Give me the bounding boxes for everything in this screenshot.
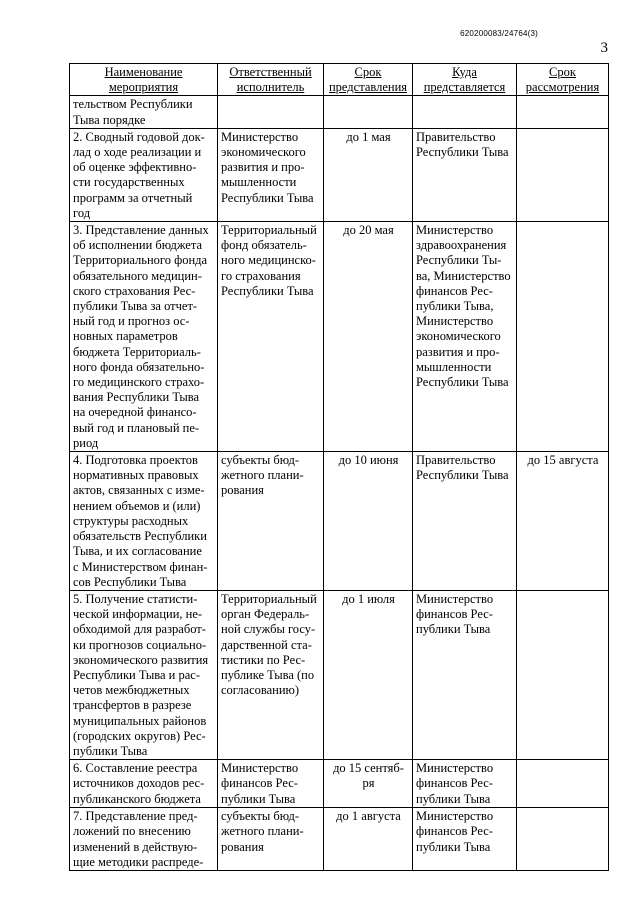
cell-destination: Министерство финансов Рес- публики Тыва: [413, 808, 517, 871]
cell-name: 4. Подготовка проектов нормативных правовых актов, связанных с изме- нением объемов и (или) структуры расходных обязательств Республики Тыва, и их согласование с Министерством финан- сов Республики Тыва: [70, 452, 218, 591]
table-row: [70, 590, 609, 759]
cell-review: [517, 590, 609, 759]
cell-executor: субъекты бюд- жетного плани- рования: [218, 808, 324, 871]
cell-executor: Территориальный фонд обязатель- ного медицинско- го страхования Республики Тыва: [218, 222, 324, 452]
table-row: [70, 760, 609, 808]
cell-executor: Министерство финансов Рес- публики Тыва: [218, 760, 324, 808]
cell-review: [517, 222, 609, 452]
cell-name: 2. Сводный годовой док- лад о ходе реализации и об оценке эффективно- сти государственных программ за отчетный год: [70, 128, 218, 221]
cell-destination: Правительство Республики Тыва: [413, 128, 517, 221]
cell-review: [517, 760, 609, 808]
document-id: 620200083/24764(3): [460, 29, 538, 38]
table-row: [70, 452, 609, 591]
table-row: [70, 808, 609, 871]
cell-name: 6. Составление реестра источников доходов рес- публиканского бюджета: [70, 760, 218, 808]
table-row: [70, 222, 609, 452]
cell-destination: Правительство Республики Тыва: [413, 452, 517, 591]
cell-deadline: до 1 августа: [324, 808, 413, 871]
cell-executor: Министерство экономического развития и про- мышленности Республики Тыва: [218, 128, 324, 221]
cell-review: [517, 96, 609, 128]
cell-deadline: до 15 сентяб- ря: [324, 760, 413, 808]
cell-name: 7. Представление пред- ложений по внесению изменений в действую- щие методики распреде-: [70, 808, 218, 871]
cell-deadline: до 1 мая: [324, 128, 413, 221]
cell-name: тельством Республики Тыва порядке: [70, 96, 218, 128]
cell-deadline: до 10 июня: [324, 452, 413, 591]
cell-destination: Министерство финансов Рес- публики Тыва: [413, 760, 517, 808]
cell-deadline: [324, 96, 413, 128]
column-header-name: Наименование мероприятия: [70, 64, 218, 96]
cell-destination: [413, 96, 517, 128]
cell-executor: субъекты бюд- жетного плани- рования: [218, 452, 324, 591]
table-row: [70, 96, 609, 128]
table-row: [70, 128, 609, 221]
column-header-review: Срок рассмотрения: [517, 64, 609, 96]
cell-name: 3. Представление данных об исполнении бюджета Территориального фонда обязательного медицин- ского страхования Рес- публики Тыва за отчет- ный год и прогноз ос- новных параметров бюджета Территориаль- ного фонда обязательно- го медицинского страхо- вания Республики Тыва на очередной финансо- вый год и плановый пе- риод: [70, 222, 218, 452]
cell-destination: Министерство здравоохранения Республики Ты- ва, Министерство финансов Рес- публики Тыва, Министерство экономического развития и про- мышленности Республики Тыва: [413, 222, 517, 452]
cell-destination: Министерство финансов Рес- публики Тыва: [413, 590, 517, 759]
schedule-table: [69, 63, 609, 871]
column-header-executor: Ответственный исполнитель: [218, 64, 324, 96]
cell-executor: Территориальный орган Федераль- ной службы госу- дарственной ста- тистики по Рес- публике Тыва (по согласованию): [218, 590, 324, 759]
table-header-row: [70, 64, 609, 96]
page-number: 3: [600, 40, 608, 56]
cell-review: [517, 808, 609, 871]
cell-executor: [218, 96, 324, 128]
cell-name: 5. Получение статисти- ческой информации, не- обходимой для разработ- ки прогнозов социально- экономического развития Республики Тыва и рас- четов межбюджетных трансфертов в разрезе муниципальных районов (городских округов) Рес- публики Тыва: [70, 590, 218, 759]
cell-review: [517, 128, 609, 221]
cell-deadline: до 1 июля: [324, 590, 413, 759]
cell-deadline: до 20 мая: [324, 222, 413, 452]
column-header-destination: Куда представляется: [413, 64, 517, 96]
cell-review: до 15 августа: [517, 452, 609, 591]
column-header-deadline: Срок представления: [324, 64, 413, 96]
